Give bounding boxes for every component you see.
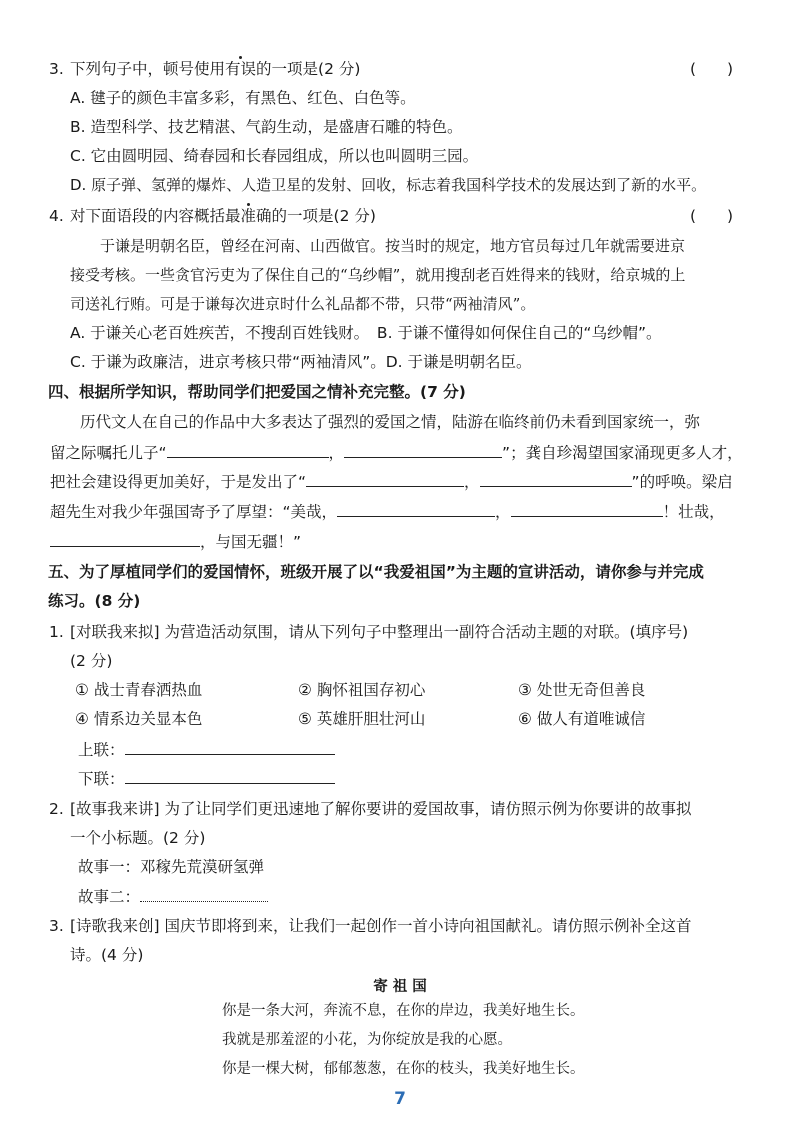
section-4-line-2-post: ”；龚自珍渴望国家涌现更多人才，: [502, 444, 743, 462]
q4-passage-line-2: 接受考核。一些贪官污吏为了保住自己的“乌纱帽”，就用搜刮老百姓得来的钱财，给京城的上: [70, 266, 686, 284]
lower-couplet-blank[interactable]: [125, 767, 335, 784]
couplet-choice-3: ③ 处世无奇但善良: [518, 681, 646, 699]
q4-prompt-pre: 对下面语段的内容概括: [70, 207, 226, 225]
couplet-choice-5: ⑤ 英雄肝胆壮河山: [298, 710, 426, 728]
story-example: 故事一：邓稼先荒漠研氢弹: [78, 858, 265, 876]
section-4-line-3-mid: ，: [464, 473, 480, 491]
s5-q1-prompt-line-2: (2 分): [70, 652, 113, 670]
story-2-blank[interactable]: [140, 885, 268, 902]
section-5-title-line-1: 五、为了厚植同学们的爱国情怀，班级开展了以“我爱祖国”为主题的宣讲活动，请你参与并完成: [48, 563, 704, 581]
story-2-label: 故事二：: [78, 888, 141, 906]
poem-line-1: 你是一条大河，奔流不息，在你的岸边，我美好地生长。: [222, 1003, 585, 1019]
section-4-line-4-mid: ，: [495, 503, 511, 521]
q3-option-d: D. 原子弹、氢弹的爆炸、人造卫星的发射、回收，标志着我国科学技术的发展达到了新的水平。: [70, 176, 707, 194]
couplet-choice-6: ⑥ 做人有道唯诚信: [518, 710, 646, 728]
section-4-line-2-mid: ，: [328, 444, 345, 462]
section-4-line-3-pre: 把社会建设得更加美好，于是发出了“: [50, 473, 307, 491]
section-4-line-3-post: ”的呼唤。梁启: [631, 473, 733, 491]
q3-number: 3.: [49, 60, 64, 78]
s5-q2-prompt-line-1: [故事我来讲] 为了让同学们更迅速地了解你要讲的爱国故事，请仿照示例为你要讲的故事拟: [70, 800, 692, 818]
upper-couplet-label: 上联：: [78, 741, 125, 759]
section-4-line-4-pre: 超先生对我少年强国寄予了厚望：“美哉，: [50, 503, 338, 521]
q4-prompt: [70, 205, 376, 227]
q3-prompt-pre: 下列句子中，顿号使用: [70, 60, 226, 78]
blank-liang-qichao-3[interactable]: [50, 530, 200, 547]
s5-q3-prompt-line-1: [诗歌我来创] 国庆节即将到来，让我们一起创作一首小诗向祖国献礼。请仿照示例补全这首: [70, 917, 692, 935]
section-4-title: 四、根据所学知识，帮助同学们把爱国之情补充完整。(7 分): [48, 383, 466, 401]
page-number: 7: [394, 1089, 406, 1109]
section-4-line-5-post: ，与国无疆！”: [200, 533, 302, 551]
section-4-line-2-pre: 留之际嘱托儿子“: [50, 444, 167, 462]
q4-answer-paren[interactable]: ( ): [690, 207, 734, 225]
s5-q2-prompt-line-2: 一个小标题。(2 分): [70, 829, 206, 847]
section-4-line-5: [50, 530, 301, 553]
blank-gong-zizhen-2[interactable]: [480, 470, 632, 487]
poem-title: 寄 祖 国: [373, 979, 427, 995]
upper-couplet-blank[interactable]: [125, 738, 335, 755]
blank-lu-you-1[interactable]: [167, 441, 329, 458]
q4-passage-line-1: 于谦是明朝名臣，曾经在河南、山西做官。按当时的规定，地方官员每过几年就需要进京: [100, 237, 686, 255]
poem-line-2: 我就是那羞涩的小花，为你绽放是我的心愿。: [222, 1032, 512, 1048]
q4-prompt-emphasis: 最准确: [225, 207, 272, 225]
blank-lu-you-2[interactable]: [344, 441, 502, 458]
poem-line-3: 你是一棵大树，郁郁葱葱，在你的枝头，我美好地生长。: [222, 1061, 585, 1077]
q4-number: 4.: [49, 207, 64, 225]
section-4-line-4-post: ！壮哉，: [662, 503, 725, 521]
q4-prompt-post: 的一项是(2 分): [271, 207, 376, 225]
section-4-line-2: [50, 441, 743, 464]
q3-option-a: A. 毽子的颜色丰富多彩，有黑色、红色、白色等。: [70, 89, 416, 107]
s5-q3-number: 3.: [49, 917, 64, 935]
s5-q1-prompt-line-1: [对联我来拟] 为营造活动氛围，请从下列句子中整理出一副符合活动主题的对联。(填序号): [70, 623, 689, 641]
section-5-title-line-2: 练习。(8 分): [48, 592, 141, 610]
lower-couplet-row: [78, 767, 335, 790]
section-4-line-4: [50, 500, 725, 523]
blank-gong-zizhen-1[interactable]: [306, 470, 464, 487]
q3-prompt-emphasis: 有误: [225, 60, 257, 78]
section-4-line-3: [50, 470, 733, 493]
q3-option-b: B. 造型科学、技艺精湛、气韵生动，是盛唐石雕的特色。: [70, 118, 463, 136]
couplet-choice-2: ② 胸怀祖国存初心: [298, 681, 426, 699]
blank-liang-qichao-2[interactable]: [511, 500, 663, 517]
s5-q3-prompt-line-2: 诗。(4 分): [70, 946, 144, 964]
couplet-choice-1: ① 战士青春洒热血: [75, 681, 203, 699]
q4-options-ab: A. 于谦关心老百姓疾苦，不搜刮百姓钱财。 B. 于谦不懂得如何保住自己的“乌纱帽”。: [70, 324, 662, 342]
q4-options-cd: C. 于谦为政廉洁，进京考核只带“两袖清风”。D. 于谦是明朝名臣。: [70, 353, 532, 371]
s5-q1-number: 1.: [49, 623, 64, 641]
q4-passage-line-3: 司送礼行贿。可是于谦每次进京时什么礼品都不带，只带“两袖清风”。: [70, 295, 536, 313]
story-2-row: [78, 885, 268, 908]
section-4-line-1: 历代文人在自己的作品中大多表达了强烈的爱国之情，陆游在临终前仍未看到国家统一，弥: [80, 413, 701, 431]
q3-prompt: [70, 58, 360, 80]
blank-liang-qichao-1[interactable]: [337, 500, 495, 517]
q3-prompt-post: 的一项是(2 分): [256, 60, 361, 78]
q3-answer-paren[interactable]: ( ): [690, 60, 734, 78]
q3-option-c: C. 它由圆明园、绮春园和长春园组成，所以也叫圆明三园。: [70, 147, 479, 165]
upper-couplet-row: [78, 738, 335, 761]
s5-q2-number: 2.: [49, 800, 64, 818]
lower-couplet-label: 下联：: [78, 770, 125, 788]
couplet-choice-4: ④ 情系边关显本色: [75, 710, 203, 728]
